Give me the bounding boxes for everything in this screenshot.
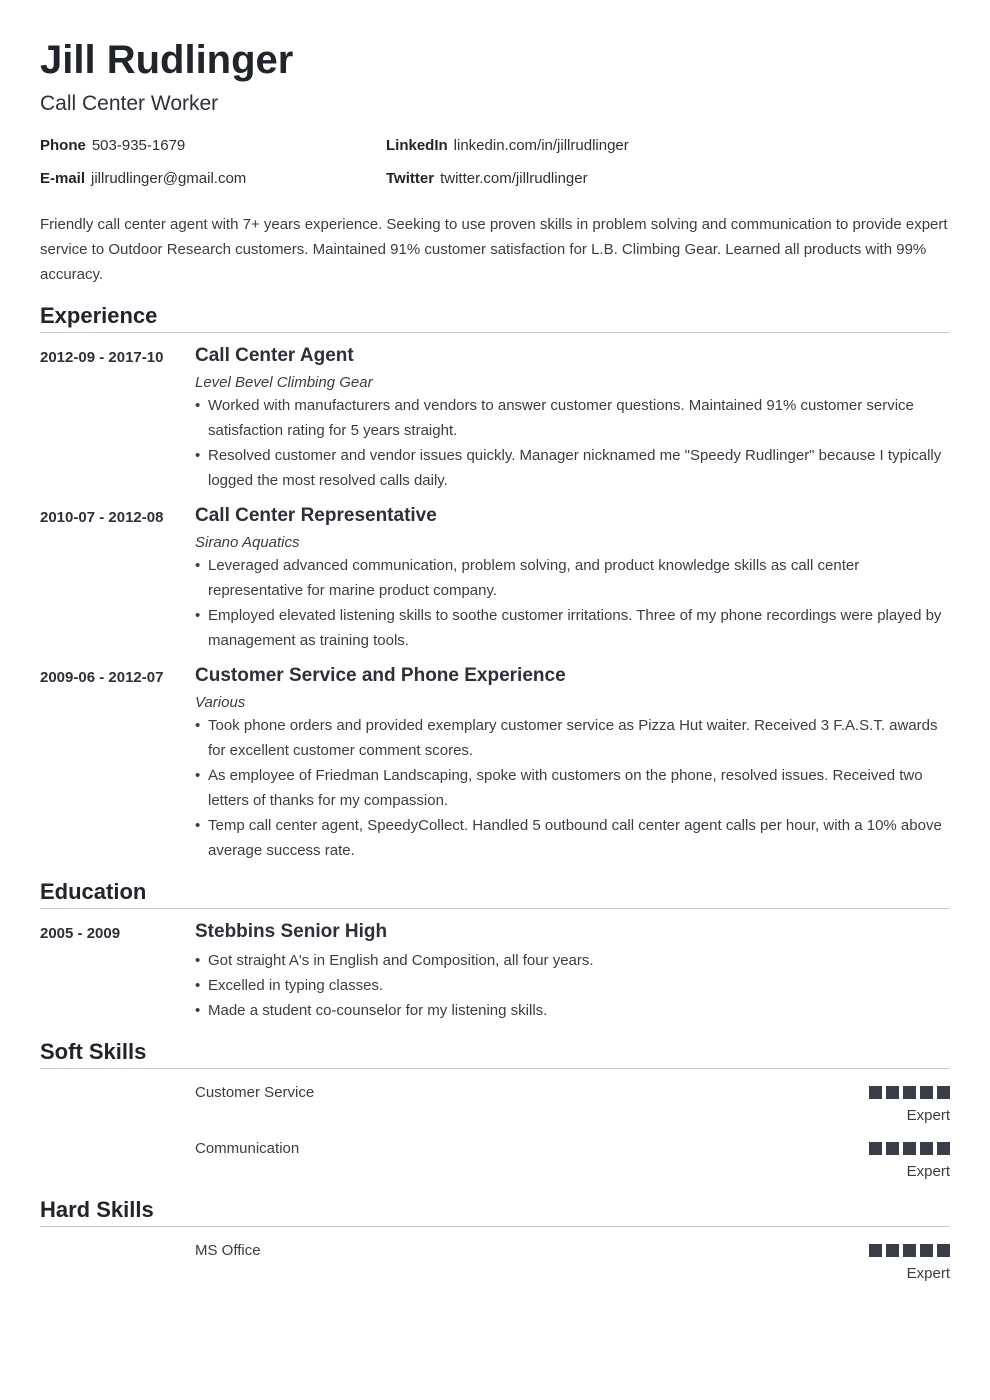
skill-name: MS Office	[195, 1242, 261, 1259]
soft-skills-heading: Soft Skills	[40, 1038, 950, 1069]
experience-entry	[40, 664, 950, 863]
bullet-item: • Excelled in typing classes.	[195, 973, 950, 998]
skill-level: Expert	[906, 1107, 950, 1124]
skill-level: Expert	[906, 1163, 950, 1180]
entry-school: Stebbins Senior High	[195, 921, 388, 942]
bullet-item: • Leveraged advanced communication, problem solving, and product knowledge skills as call center representative for marine product company.	[195, 553, 950, 603]
bullet-item: • Took phone orders and provided exemplary customer service as Pizza Hut waiter. Received 3 F.A.S.T. awards for excellent customer comment scores.	[195, 713, 950, 763]
entry-bullets	[195, 553, 950, 653]
rating-square	[937, 1086, 950, 1099]
email-value: jillrudlinger@gmail.com	[91, 170, 247, 187]
bullet-item: • Made a student co-counselor for my listening skills.	[195, 998, 950, 1023]
rating-square	[886, 1086, 899, 1099]
entry-body	[195, 344, 950, 493]
entry-body	[195, 920, 950, 1023]
contact-twitter	[386, 169, 786, 188]
skill-row	[40, 1125, 950, 1181]
entry-company: Level Bevel Climbing Gear	[195, 374, 373, 391]
rating-square	[937, 1244, 950, 1257]
rating-square	[869, 1086, 882, 1099]
rating-square	[903, 1244, 916, 1257]
bullet-item: • As employee of Friedman Landscaping, spoke with customers on the phone, resolved issues. Received two letters of thanks for my compassion.	[195, 763, 950, 813]
skill-row	[40, 1227, 950, 1283]
twitter-value: twitter.com/jillrudlinger	[440, 170, 588, 187]
skill-rating	[869, 1086, 950, 1099]
entry-role: Customer Service and Phone Experience	[195, 665, 566, 686]
entry-role: Call Center Representative	[195, 505, 437, 526]
education-heading: Education	[40, 878, 950, 909]
rating-square	[903, 1142, 916, 1155]
email-label: E-mail	[40, 170, 86, 187]
skill-row	[40, 1069, 950, 1125]
phone-label: Phone	[40, 137, 86, 154]
entry-dates: 2010-07 - 2012-08	[40, 509, 164, 526]
entry-bullets	[195, 948, 950, 1023]
contact-phone	[40, 136, 386, 155]
contact-email	[40, 169, 386, 188]
experience-entry	[40, 504, 950, 653]
rating-square	[903, 1086, 916, 1099]
skill-rating	[869, 1142, 950, 1155]
bullet-item: • Got straight A's in English and Composition, all four years.	[195, 948, 950, 973]
bullet-item: • Resolved customer and vendor issues quickly. Manager nicknamed me "Speedy Rudlinger" because I typically logged the most resolved calls daily.	[195, 443, 950, 493]
entry-dates: 2012-09 - 2017-10	[40, 349, 164, 366]
twitter-label: Twitter	[386, 170, 435, 187]
experience-heading: Experience	[40, 302, 950, 333]
job-title: Call Center Worker	[40, 92, 219, 115]
rating-square	[920, 1244, 933, 1257]
entry-role: Call Center Agent	[195, 345, 354, 366]
phone-value: 503-935-1679	[91, 137, 186, 154]
hard-skills-heading: Hard Skills	[40, 1196, 950, 1227]
rating-square	[920, 1086, 933, 1099]
rating-square	[869, 1142, 882, 1155]
entry-bullets	[195, 393, 950, 493]
entry-body	[195, 504, 950, 653]
linkedin-value: linkedin.com/in/jillrudlinger	[453, 137, 629, 154]
rating-square	[937, 1142, 950, 1155]
bullet-item: • Employed elevated listening skills to soothe customer irritations. Three of my phone recordings were played by management as training tools.	[195, 603, 950, 653]
experience-entry	[40, 344, 950, 493]
linkedin-label: LinkedIn	[386, 137, 448, 154]
entry-company: Sirano Aquatics	[195, 534, 300, 551]
contact-info	[40, 136, 950, 188]
entry-company: Various	[195, 694, 246, 711]
entry-dates: 2005 - 2009	[40, 925, 121, 942]
profile-summary: Friendly call center agent with 7+ years experience. Seeking to use proven skills in problem solving and communication to provide expert service to Outdoor Research customers. Maintained 91% customer satisfaction for L.B. Climbing Gear. Learned all products with 99% accuracy.	[40, 216, 948, 283]
skill-rating	[869, 1244, 950, 1257]
rating-square	[886, 1142, 899, 1155]
education-entry	[40, 920, 950, 1023]
skill-name: Customer Service	[195, 1084, 315, 1101]
bullet-item: • Worked with manufacturers and vendors to answer customer questions. Maintained 91% customer service satisfaction rating for 5 years straight.	[195, 393, 950, 443]
rating-square	[920, 1142, 933, 1155]
entry-dates: 2009-06 - 2012-07	[40, 669, 164, 686]
entry-bullets	[195, 713, 950, 863]
contact-linkedin	[386, 136, 786, 155]
candidate-name: Jill Rudlinger	[40, 38, 294, 82]
rating-square	[886, 1244, 899, 1257]
skill-name: Communication	[195, 1140, 300, 1157]
entry-body	[195, 664, 950, 863]
bullet-item: • Temp call center agent, SpeedyCollect. Handled 5 outbound call center agent calls per hour, with a 10% above average success rate.	[195, 813, 950, 863]
skill-level: Expert	[906, 1265, 950, 1282]
rating-square	[869, 1244, 882, 1257]
